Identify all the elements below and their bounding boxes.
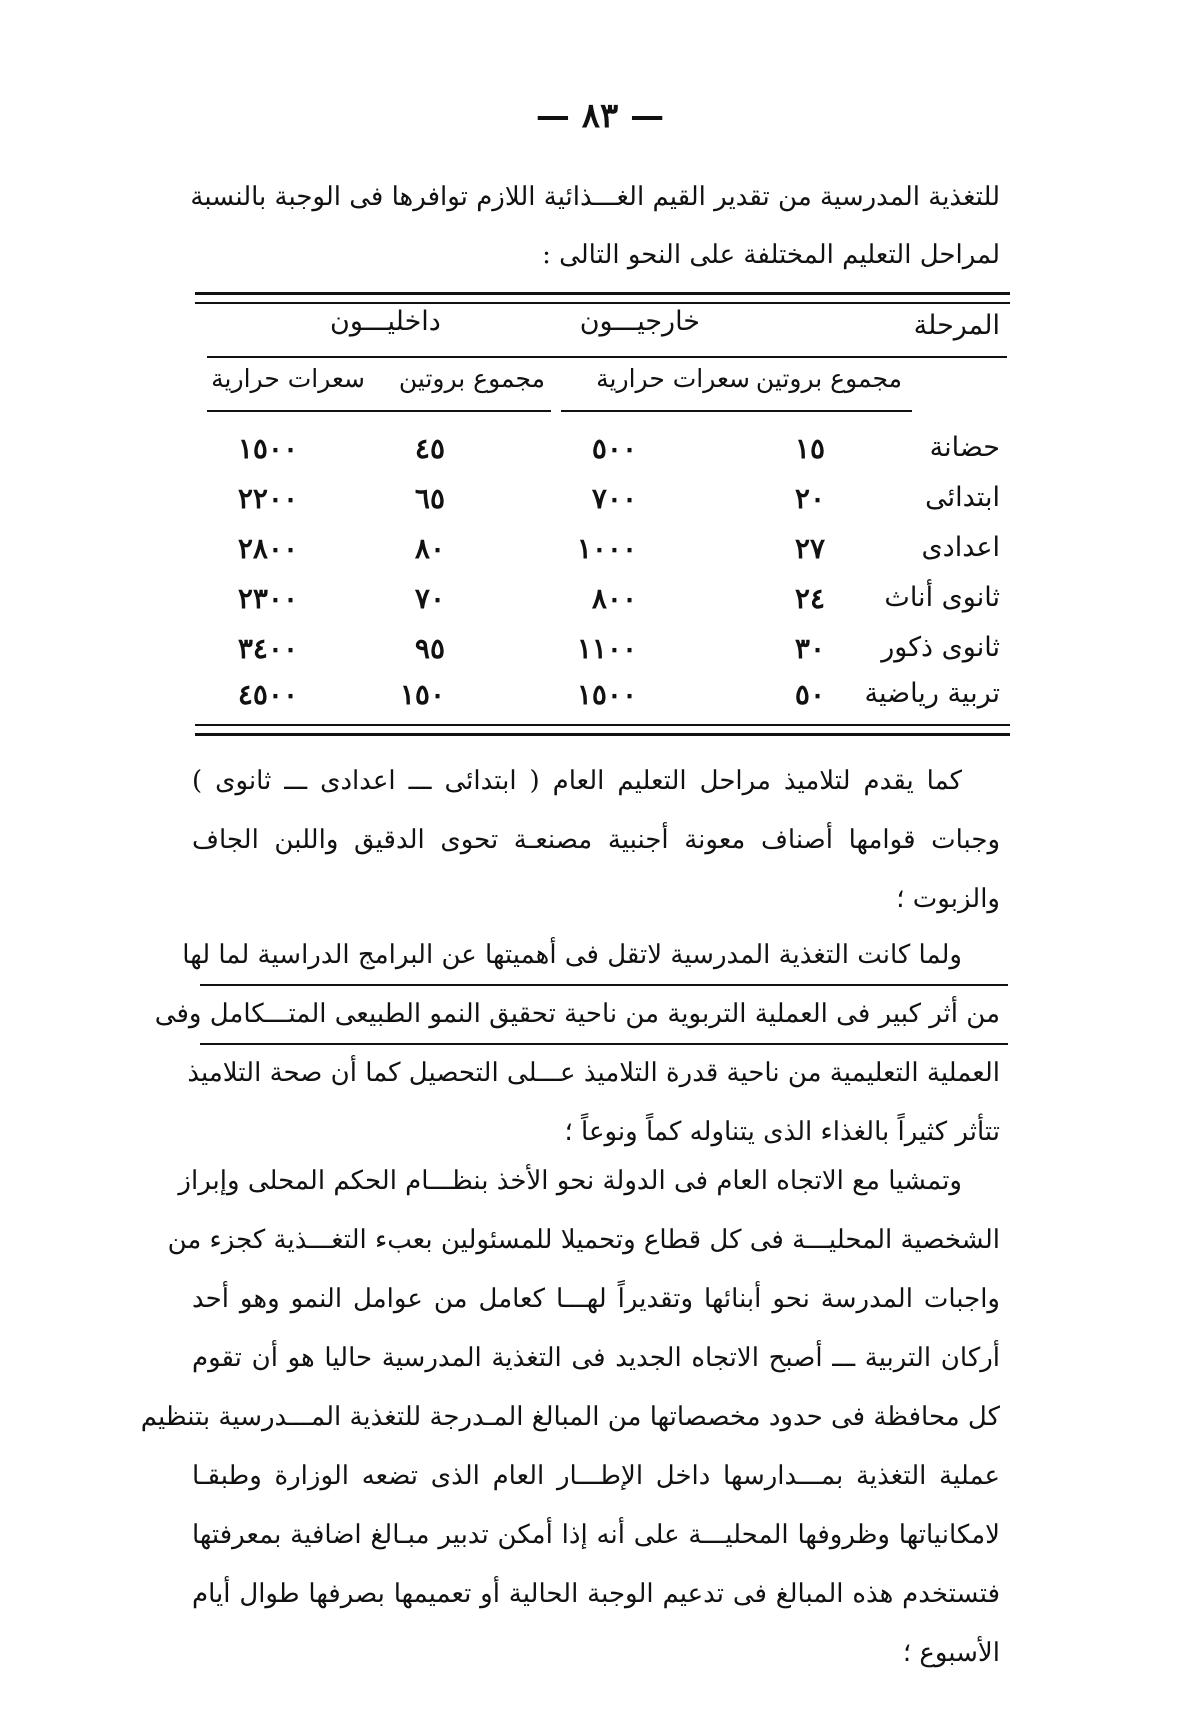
page-number: — ٨٣ — (535, 96, 665, 136)
paragraph-line: من أثر كبير فى العملية التربوية من ناحية تحقيق النمو الطبيعى المتـــكامل وفى (154, 999, 1000, 1029)
paragraph-local-government (140, 1152, 1000, 1683)
subheader-external-calories: سعرات حرارية (596, 364, 750, 393)
cell-internal-calories: ٢٨٠٠ (237, 532, 298, 565)
cell-external-calories: ١١٠٠ (576, 632, 637, 665)
cell-stage: تربية رياضية (864, 678, 1000, 709)
header-internal: داخليـــون (330, 306, 441, 337)
handwritten-underline (200, 984, 1008, 986)
paragraph-line: وتمشيا مع الاتجاه العام فى الدولة نحو الأخذ بنظـــام الحكم المحلى وإبراز (178, 1166, 962, 1196)
cell-external-protein: ٥٠ (794, 678, 825, 711)
cell-internal-calories: ٢٣٠٠ (237, 582, 298, 615)
paragraph-line: كل محافظة فى حدود مخصصاتها من المبالغ المـدرجة للتغذية المـــدرسية بتنظيم (140, 1402, 1000, 1432)
table-row (195, 482, 1010, 532)
table-bottom-rule (195, 724, 1010, 736)
header-external: خارجيـــون (579, 306, 700, 337)
subheader-internal-calories: سعرات حرارية (211, 364, 365, 393)
subheader-divider-gap (551, 410, 561, 416)
table-row (195, 678, 1010, 728)
intro-paragraph (190, 168, 1000, 284)
cell-internal-protein: ١٥٠ (399, 678, 445, 711)
table-row (195, 532, 1010, 582)
cell-external-calories: ٧٠٠ (591, 482, 637, 515)
paragraph-line: العملية التعليمية من ناحية قدرة التلاميذ عـــلى التحصيل كما أن صحة التلاميذ (187, 1058, 1000, 1088)
cell-stage: ثانوى أناث (884, 582, 1000, 613)
table-row (195, 582, 1010, 632)
intro-line: للتغذية المدرسية من تقدير القيم الغـــذائية اللازم توافرها فى الوجبة بالنسبة (190, 182, 1000, 212)
cell-stage: ابتدائى (925, 482, 1000, 513)
cell-internal-calories: ٣٤٠٠ (237, 632, 298, 665)
paragraph-line: ولما كانت التغذية المدرسية لاتقل فى أهميتها عن البرامج الدراسية لما لها (182, 940, 962, 970)
paragraph-line: وجبات قوامها أصناف معونة أجنبية مصنعـة تحوى الدقيق واللبن الجاف (192, 825, 1000, 855)
paragraph-line: واجبات المدرسة نحو أبنائها وتقديراً لهـــا كعامل من عوامل النمو وهو أحد (192, 1284, 1000, 1314)
table-row (195, 632, 1010, 682)
header-stage: المرحلة (913, 310, 1000, 341)
paragraph-aid-meals (192, 752, 1000, 929)
cell-stage: اعدادى (921, 532, 1000, 563)
cell-internal-protein: ٤٥ (414, 432, 445, 465)
paragraph-line: أركان التربية ـــ أصبح الاتجاه الجديد فى التغذية المدرسية حاليا هو أن تقوم (192, 1343, 1000, 1373)
subheader-internal-protein: مجموع بروتين (398, 364, 545, 393)
cell-external-protein: ١٥ (794, 432, 825, 465)
handwritten-underline (200, 1043, 1008, 1045)
paragraph-line: الشخصية المحليـــة فى كل قطاع وتحميلا للمسئولين بعبء التغـــذية كجزء من (167, 1225, 1000, 1255)
cell-internal-calories: ٢٢٠٠ (237, 482, 298, 515)
paragraph-line: تتأثر كثيراً بالغذاء الذى يتناوله كماً ونوعاً ؛ (564, 1117, 1000, 1147)
paragraph-line: لامكانياتها وظروفها المحليـــة على أنه إذا أمكن تدبير مبـالغ اضافية بمعرفتها (192, 1520, 1000, 1550)
table-row (195, 432, 1010, 482)
cell-internal-protein: ٩٥ (414, 632, 445, 665)
paragraph-line: الأسبوع ؛ (902, 1638, 1000, 1668)
subheader-external-protein: مجموع بروتين (755, 364, 902, 393)
paragraph-line: كما يقدم لتلاميذ مراحل التعليم العام ( ابتدائى ـــ اعدادى ـــ ثانوى ) (192, 766, 962, 796)
paragraph-line: والزبوت ؛ (896, 884, 1000, 914)
cell-external-calories: ٥٠٠ (591, 432, 637, 465)
cell-internal-protein: ٨٠ (414, 532, 445, 565)
nutrition-table (195, 292, 1010, 737)
cell-external-calories: ١٥٠٠ (576, 678, 637, 711)
cell-internal-protein: ٧٠ (414, 582, 445, 615)
cell-internal-calories: ٤٥٠٠ (237, 678, 298, 711)
cell-external-calories: ٨٠٠ (591, 582, 637, 615)
cell-external-protein: ٢٠ (794, 482, 825, 515)
cell-internal-calories: ١٥٠٠ (237, 432, 298, 465)
cell-external-calories: ١٠٠٠ (576, 532, 637, 565)
intro-line: لمراحل التعليم المختلفة على النحو التالى : (542, 240, 1000, 270)
cell-internal-protein: ٦٥ (414, 482, 445, 515)
table-top-rule (195, 292, 1010, 304)
cell-external-protein: ٣٠ (794, 632, 825, 665)
header-divider (207, 356, 1007, 358)
cell-stage: ثانوى ذكور (881, 632, 1000, 663)
paragraph-line: فتستخدم هذه المبالغ فى تدعيم الوجبة الحالية أو تعميمها بصرفها طوال أيام (192, 1579, 1000, 1609)
paragraph-line: عملية التغذية بمـــدارسها داخل الإطـــار العام الذى تضعه الوزارة وطبقـا (192, 1461, 1000, 1491)
cell-external-protein: ٢٧ (794, 532, 825, 565)
cell-stage: حضانة (929, 432, 1000, 463)
cell-external-protein: ٢٤ (794, 582, 825, 615)
